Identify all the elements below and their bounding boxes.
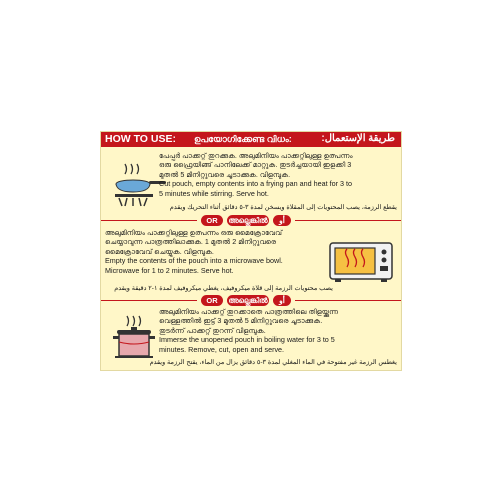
method-3-text [159, 307, 395, 354]
or-label-malayalam: അല്ലെങ്കിൽ [228, 296, 268, 305]
method-1-ml-line: പേപ്പർ പാക്കറ്റ് തുറക്കുക. അലുമിനിയം പാക്കറ്റിലുള്ള ഉത്പന്നം [159, 151, 353, 160]
or-label-malayalam: അല്ലെങ്കിൽ [228, 216, 268, 225]
method-3-en-line: minutes. Remove, cut, open and serve. [159, 344, 285, 354]
method-3-ml-line: വെള്ളത്തിൽ ഇട്ട് 3 മുതൽ 5 മിനിറ്റുവരെ ചൂടാക്കുക. [159, 316, 323, 326]
method-1-text [159, 151, 395, 198]
method-2-ml-line: മൈക്രോവേവ് ചെയ്യുക. വിളമ്പുക. [105, 246, 214, 256]
method-2-ml-line: അലുമിനിയം പാക്കറ്റിലുള്ള ഉത്പന്നം ഒരു മൈക്രോവേവ് [105, 228, 283, 237]
or-label-english: OR [201, 295, 223, 306]
header-title-english: HOW TO USE: [105, 133, 176, 145]
method-1-en-line: Cut pouch, empty contents into a frying pan and heat for 3 to [159, 179, 352, 189]
method-3-ml-line: തുടർന്ന് പാക്കറ്റ് തുറന്ന് വിളമ്പുക. [159, 325, 266, 335]
header-title-malayalam: ഉപയോഗിക്കേണ്ട വിധം: [194, 134, 292, 144]
microwave-icon [327, 240, 397, 284]
boiling-pot-icon [111, 314, 159, 362]
header-title-arabic: طريقة الإستعمال: [321, 133, 395, 144]
method-1-arabic: يقطع الرزمة، يصب المحتويات إلى المقلاة ويسخن لمدة ٣-٥ دقائق أثناء التحريك ويقدم [169, 204, 397, 211]
or-label-arabic: أو [273, 295, 291, 306]
how-to-use-panel [100, 131, 402, 371]
or-divider [101, 215, 401, 226]
method-1-ml-line: മുതൽ 5 മിനിറ്റുവരെ ചൂടാക്കുക. വിളമ്പുക. [159, 169, 291, 179]
method-2-ml-line: ചെയ്യാവുന്ന പാത്രത്തിലാക്കുക. 1 മുതൽ 2 മിനിറ്റുവരെ [105, 237, 277, 247]
method-2-text [105, 228, 327, 275]
method-1-ml-line: ഒരു ഫ്രൈയിങ്ങ് പാനിലേക്ക് മാറ്റുക. തുടർച്ചയായി ഇളക്കി 3 [159, 160, 352, 170]
method-2-arabic: يصب محتويات الرزمة إلى قلاة ميكروفيف، يغطي ميكروفيف لمدة ١-٢ دقيقة ويقدم [114, 285, 333, 292]
method-2-en-line: Empty the contents of the pouch into a microwave bowl. [105, 256, 283, 266]
method-3-ml-line: അലുമിനിയം പാക്കറ്റ് തുറക്കാതെ പാത്രത്തിലെ തിളയ്ക്കുന്ന [159, 307, 339, 316]
method-3-arabic: يغطس الرزمة غير مفتوحة في الماء المغلي لمدة ٣-٥ دقائق يزال من الماء، يقتح الرزمة ويقدم [149, 359, 397, 366]
method-2-en-line: Microwave for 1 to 2 minutes. Serve hot. [105, 265, 234, 275]
method-3-en-line: Immerse the unopened pouch in boiling water for 3 to 5 [159, 335, 335, 345]
or-label-english: OR [201, 215, 223, 226]
instructions-header [101, 132, 401, 147]
method-1-en-line: 5 minutes while stirring. Serve hot. [159, 188, 269, 198]
or-label-arabic: أو [273, 215, 291, 226]
or-divider [101, 295, 401, 306]
